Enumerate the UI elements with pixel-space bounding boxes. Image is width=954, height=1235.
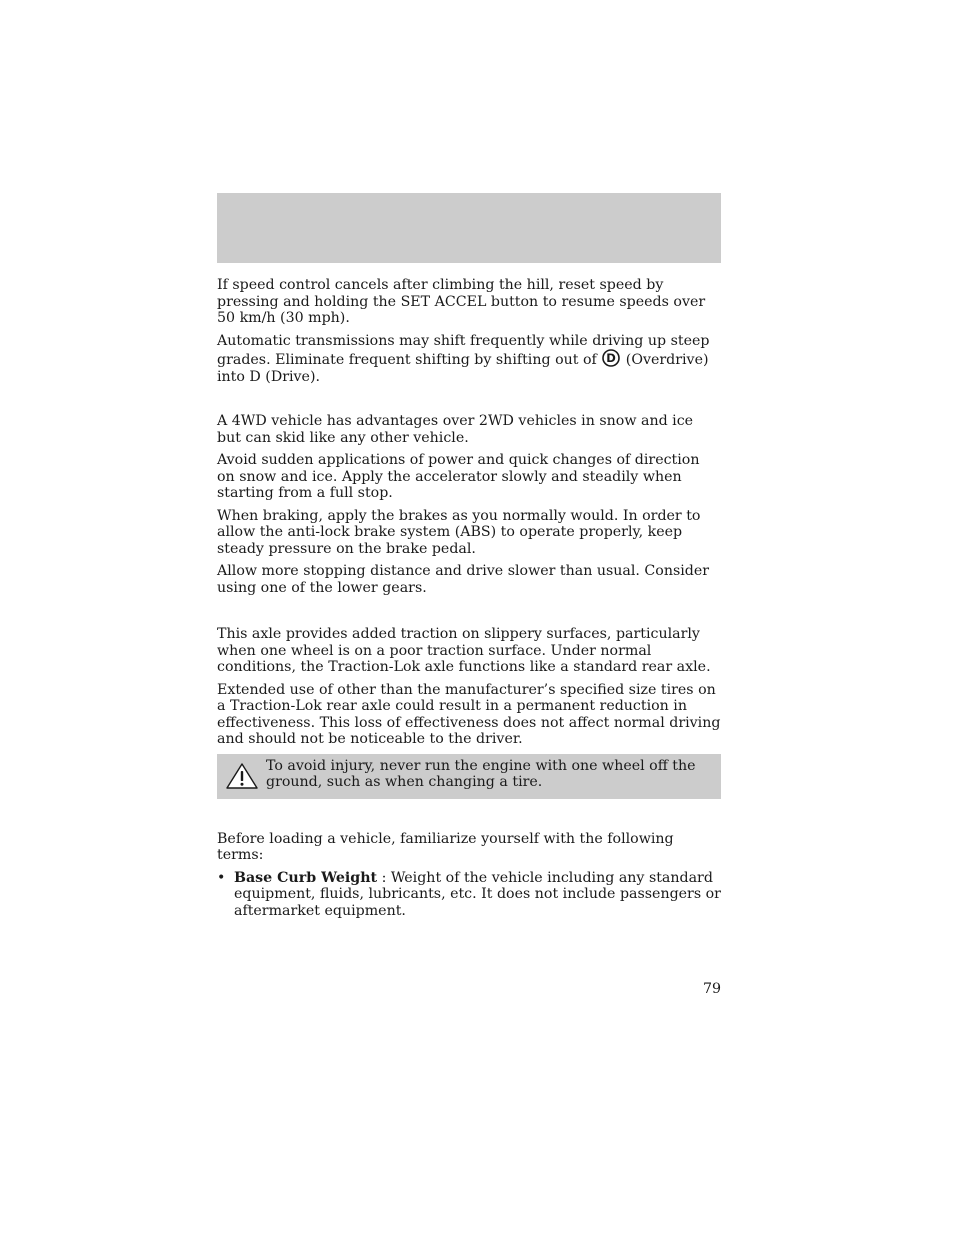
overdrive-letter: D bbox=[606, 351, 617, 366]
term-definition bbox=[234, 870, 721, 920]
hill-paragraph-1: If speed control cancels after climbing the hill, reset speed by pressing and holding the SET ACCEL button to resume speeds over 50 km/h (30 mph). bbox=[217, 277, 706, 326]
snow-paragraph: A 4WD vehicle has advantages over 2WD vehicles in snow and ice but can skid like any other vehicle. bbox=[217, 413, 694, 446]
section-gap bbox=[217, 602, 721, 626]
snow-paragraph: Allow more stopping distance and drive slower than usual. Consider using one of the lower gears. bbox=[217, 563, 710, 596]
warning-text: To avoid injury, never run the engine with one wheel off the ground, such as when changing a tire. bbox=[266, 757, 696, 790]
warning-box bbox=[217, 754, 721, 799]
hill-paragraph-2-start: Automatic transmissions may shift frequently while driving up steep grades. Eliminate frequent shifting by shifting out of bbox=[217, 332, 710, 368]
term-name: Base Curb Weight bbox=[234, 869, 378, 886]
list-item bbox=[217, 870, 721, 920]
term-text: : Weight of the vehicle including any standard equipment, fluids, lubricants, etc. It does not include passengers or aftermarket equipment. bbox=[234, 869, 721, 919]
loading-intro: Before loading a vehicle, familiarize yourself with the following terms: bbox=[217, 830, 674, 863]
page-number: 79 bbox=[702, 981, 721, 997]
hill-paragraph-2-end: (Overdrive) into D (Drive). bbox=[217, 352, 709, 385]
snow-paragraph: When braking, apply the brakes as you normally would. In order to allow the anti-lock brake system (ABS) to operate properly, keep steady pressure on the brake pedal. bbox=[217, 507, 701, 557]
page-content bbox=[217, 277, 721, 919]
section-header-band bbox=[217, 193, 721, 263]
warning-triangle-icon bbox=[225, 762, 259, 790]
snow-paragraph: Avoid sudden applications of power and quick changes of direction on snow and ice. Apply the accelerator slowly and steadily when starting from a full stop. bbox=[217, 452, 700, 501]
axle-paragraph: This axle provides added traction on slippery surfaces, particularly when one wheel is on a poor traction surface. Under normal conditions, the Traction-Lok axle functions like a standard rear axle. bbox=[217, 626, 711, 675]
section-gap bbox=[217, 799, 721, 831]
axle-paragraph: Extended use of other than the manufacturer’s specified size tires on a Traction-Lok rear axle could result in a permanent reduction in effectiveness. This loss of effectiveness does not affect normal driving and should not be noticeable to the driver. bbox=[217, 681, 721, 747]
section-gap bbox=[217, 391, 721, 413]
bullet-dot: • bbox=[217, 869, 226, 886]
hill-paragraph-2 bbox=[217, 333, 721, 386]
overdrive-icon bbox=[602, 349, 620, 367]
